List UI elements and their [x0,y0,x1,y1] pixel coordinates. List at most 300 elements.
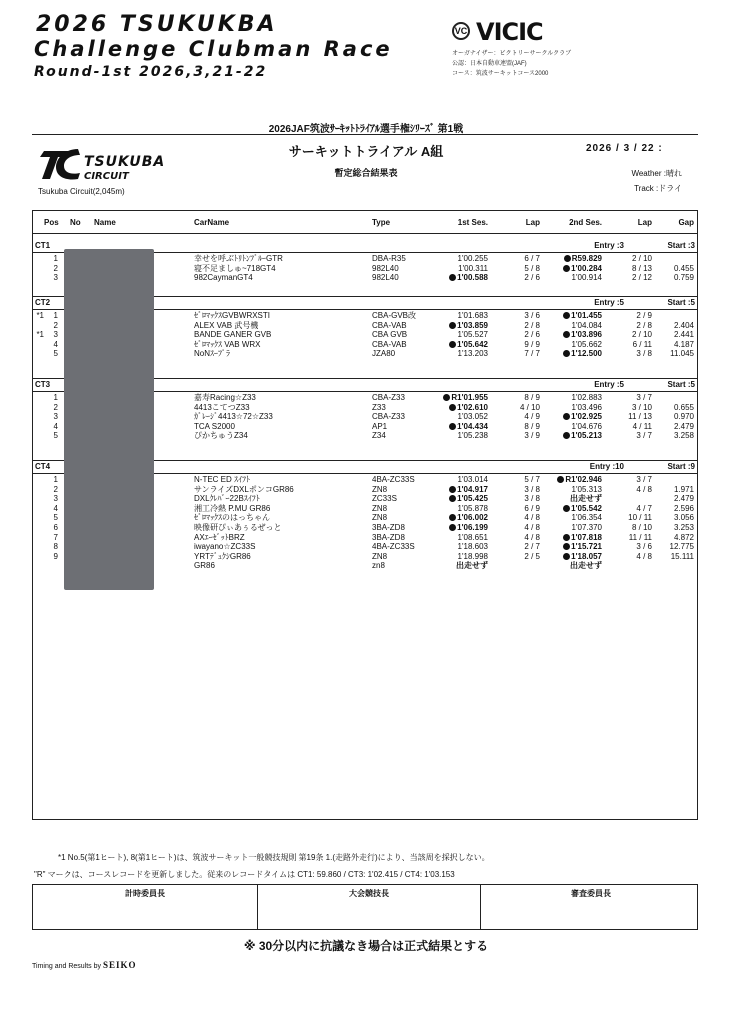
best-lap-icon [563,413,570,420]
result-s1-value: 1'18.998 [457,551,488,561]
result-s1 [430,254,488,264]
result-s2 [542,431,602,441]
result-car [194,330,364,340]
result-s2-value: 1'04.084 [571,320,602,330]
result-car-value: 幸せを呼ぶﾄﾘﾄﾝﾌﾞﾙｰGTR [194,254,283,263]
result-car-value: 嘉寿Racing☆Z33 [194,393,256,402]
result-s2-value: R59.829 [571,254,602,263]
result-car [194,494,364,504]
result-car-value: 湘工冷熱 P.MU GR86 [194,503,271,513]
result-s2 [542,494,602,504]
result-gap [660,504,694,514]
result-lap1 [508,321,540,331]
result-car [194,403,364,413]
result-s2 [542,475,602,485]
result-type [372,561,436,571]
result-type [372,475,436,485]
result-lap2-value: 2 / 9 [636,311,652,320]
col-header-lap1: Lap [525,218,540,227]
class-entry-count: Entry :5 [594,298,624,307]
best-lap-icon [563,331,570,338]
best-lap-icon [563,432,570,439]
result-pos [44,533,58,543]
result-lap2-value: 4 / 7 [636,503,652,513]
result-lap1 [508,431,540,441]
result-lap1 [508,542,540,552]
class-name: CT4 [35,462,51,471]
result-s1 [430,340,488,350]
result-pos [44,542,58,552]
result-s1-value: 1'05.425 [457,494,488,504]
result-pos-value: 2 [53,263,58,273]
series-title: 2026JAF筑波ｻｰｷｯﾄﾄﾗｲｱﾙ選手権ｼﾘｰｽﾞ 第1戦 [268,124,464,135]
circuit-logo-sub: CIRCUIT [84,171,129,182]
result-gap-value: 2.404 [673,320,694,330]
best-lap-icon [443,394,450,401]
result-car [194,264,364,274]
result-type-value: JZA80 [372,349,396,359]
footer [32,960,136,970]
result-type [372,264,436,274]
result-lap2 [620,311,652,321]
result-s1-value: 1'01.683 [457,311,488,320]
result-lap2 [620,523,652,533]
best-lap-icon [563,350,570,357]
result-s2-value: 1'06.354 [571,513,602,523]
result-s2 [542,542,602,552]
result-s2-value: 1'03.896 [571,330,602,340]
result-s2 [542,504,602,514]
result-lap2 [620,349,652,359]
result-gap-value: 2.596 [673,503,694,513]
result-type-value: CBA-Z33 [372,412,405,422]
result-s2 [542,330,602,340]
result-car-value: N-TEC ED ｽｲﾌﾄ [194,475,250,484]
result-pos [44,513,58,523]
result-lap1 [508,533,540,543]
result-car-value: 寝不足ましゅ~718GT4 [194,263,276,273]
result-type [372,311,436,321]
result-lap1-value: 2 / 8 [524,320,540,330]
result-lap1-value: 8 / 9 [524,393,540,402]
result-s1-value: 1'04.434 [457,421,488,431]
result-mark [32,311,44,321]
result-type [372,273,436,283]
result-lap1-value: 8 / 9 [524,421,540,431]
result-pos-value: 8 [53,542,58,552]
result-s2-value: 出走せず [570,561,602,571]
result-type-value: CBA-VAB [372,339,407,349]
result-lap2-value: 4 / 8 [636,551,652,561]
result-car [194,431,364,441]
result-lap2-value: 8 / 10 [631,523,652,532]
result-pos-value: 3 [53,330,58,340]
result-gap [660,412,694,422]
result-lap1-value: 4 / 9 [524,412,540,422]
result-gap-value: 4.187 [673,339,694,349]
seiko-logo: SEIKO [102,960,137,970]
result-car-value: 4413こてつZ33 [194,402,250,412]
result-lap1 [508,273,540,283]
result-pos-value: 5 [53,431,58,441]
best-lap-icon [563,534,570,541]
signature-steward: 審査委員長 [571,889,611,898]
result-car [194,254,364,264]
result-pos [44,393,58,403]
result-pos [44,403,58,413]
result-s2-value: 1'00.914 [571,273,602,283]
result-s1 [430,311,488,321]
result-gap-value: 3.258 [673,431,694,441]
result-pos-value: 4 [53,503,58,513]
result-s2-value: R1'02.946 [565,475,602,484]
result-lap2 [620,542,652,552]
class-name: CT1 [35,241,51,250]
result-s1-value: 1'00.255 [457,254,488,263]
result-lap2-value: 2 / 12 [631,273,652,283]
result-lap1-value: 6 / 9 [524,503,540,513]
result-s2-value: 1'05.542 [571,503,602,513]
result-s1 [430,273,488,283]
result-s1-value: 1'06.199 [457,523,488,532]
result-gap-value: 2.441 [673,330,694,340]
result-car-value: iwayano☆ZC33S [194,542,256,552]
result-pos-value: 7 [53,532,58,542]
weather-info: Weather :晴れ [631,169,682,178]
class-entry-count: Entry :10 [589,462,624,471]
result-gap [660,513,694,523]
result-s1-value: 1'00.588 [457,273,488,283]
result-pos-value: 5 [53,349,58,359]
result-pos [44,340,58,350]
result-car [194,340,364,350]
result-lap1 [508,403,540,413]
race-title-line3: Round-1st 2026,3,21-22 [34,64,268,80]
result-gap-value: 4.872 [673,532,694,542]
result-type [372,340,436,350]
result-gap [660,533,694,543]
result-s1 [430,494,488,504]
result-lap1 [508,349,540,359]
result-lap1-value: 3 / 8 [524,484,540,494]
track-condition: Track :ドライ [634,184,682,193]
result-s1-value: 1'04.917 [457,484,488,494]
result-pos [44,523,58,533]
result-lap2 [620,485,652,495]
result-mark-value: *1 [36,311,44,320]
result-gap [660,340,694,350]
result-s2 [542,513,602,523]
result-gap [660,422,694,432]
signature-divider [480,884,481,930]
result-s2-value: 1'04.676 [571,421,602,431]
result-s1 [430,533,488,543]
result-type-value: 4BA-ZC33S [372,542,415,552]
result-s2 [542,340,602,350]
class-name: CT2 [35,298,51,307]
result-s1 [430,422,488,432]
result-lap2-value: 10 / 11 [628,513,652,523]
result-car-value: TCA S2000 [194,421,235,431]
result-pos-value: 4 [53,421,58,431]
result-s2-value: 1'02.925 [571,412,602,422]
best-lap-icon [563,553,570,560]
result-type [372,504,436,514]
result-lap2 [620,533,652,543]
result-lap1 [508,254,540,264]
result-gap-value: 3.056 [673,513,694,523]
result-s1 [430,330,488,340]
result-s2 [542,349,602,359]
result-s2 [542,561,602,571]
result-pos [44,273,58,283]
result-s2-value: 1'07.818 [571,532,602,542]
result-type [372,513,436,523]
result-gap [660,494,694,504]
result-lap2 [620,552,652,562]
col-header-carname: CarName [194,218,230,227]
col-header-gap: Gap [678,218,694,227]
result-pos [44,475,58,485]
protest-notice: ※ 30分以内に抗議なき場合は正式結果とする [243,939,489,953]
class-name: CT3 [35,380,51,389]
class-start-count: Start :5 [667,298,695,307]
result-s1-value: 1'06.002 [457,513,488,523]
result-type-value: CBA-VAB [372,320,407,330]
best-lap-icon [449,274,456,281]
circuit-caption: Tsukuba Circuit(2,045m) [38,187,125,196]
result-car-value: ｾﾞﾛﾏｯｸｽ VAB WRX [194,339,261,349]
result-type-value: 982L40 [372,273,399,283]
col-header-1st-session: 1st Ses. [457,218,488,227]
result-gap-value: 1.971 [673,484,694,494]
result-type [372,533,436,543]
result-type [372,552,436,562]
result-s2-value: 1'05.313 [571,484,602,494]
result-s2-value: 1'12.500 [571,349,602,359]
result-s1-value: 1'05.238 [457,431,488,441]
class-entry-count: Entry :5 [594,380,624,389]
best-lap-icon [563,543,570,550]
result-lap2-value: 4 / 8 [636,484,652,494]
best-lap-icon [557,476,564,483]
result-lap2-value: 3 / 8 [636,349,652,359]
result-type [372,494,436,504]
best-lap-icon [563,505,570,512]
result-lap2 [620,393,652,403]
result-car-value: ｶﾞﾚｰｼﾞ4413☆72☆Z33 [194,412,273,422]
result-car [194,485,364,495]
class-start-count: Start :5 [667,380,695,389]
result-lap1-value: 2 / 6 [524,273,540,283]
result-pos-value: 3 [53,412,58,422]
result-s2 [542,412,602,422]
result-lap1 [508,485,540,495]
result-lap1-value: 9 / 9 [524,339,540,349]
result-gap [660,542,694,552]
result-type-value: Z34 [372,431,386,441]
result-gap-value: 2.479 [673,421,694,431]
result-car [194,523,364,533]
result-lap1-value: 2 / 6 [524,330,540,340]
result-lap1-value: 6 / 7 [524,254,540,263]
result-s1 [430,431,488,441]
result-type [372,412,436,422]
result-type-value: CBA-GVB改 [372,311,417,320]
result-lap2-value: 3 / 6 [636,542,652,552]
result-lap2 [620,321,652,331]
best-lap-icon [449,423,456,430]
result-s2-value: 1'00.284 [571,263,602,273]
result-s1-value: 1'00.311 [458,263,488,273]
result-lap1 [508,340,540,350]
result-type-value: ZN8 [372,551,388,561]
result-pos-value: 1 [53,254,58,263]
result-car [194,475,364,485]
result-lap1 [508,494,540,504]
result-car [194,561,364,571]
result-car [194,504,364,514]
result-lap1-value: 7 / 7 [524,349,540,359]
result-s1-value: 1'02.610 [457,402,488,412]
result-lap1 [508,523,540,533]
result-pos [44,552,58,562]
signature-divider [257,884,258,930]
result-s2 [542,523,602,533]
result-gap [660,485,694,495]
result-type-value: ZN8 [372,513,388,523]
result-lap1-value: 2 / 7 [524,542,540,552]
result-s2-value: 1'07.370 [571,523,602,532]
result-type [372,349,436,359]
result-car [194,552,364,562]
result-pos-value: 4 [53,339,58,349]
signature-timing-chief: 計時委員長 [125,889,165,898]
result-s1-value: 1'05.878 [457,503,488,513]
col-header-lap2: Lap [637,218,652,227]
result-car-value: 映像研ぴぃあぅるぜっと [194,523,282,532]
result-s1 [430,542,488,552]
result-type [372,431,436,441]
event-title: サーキットトライアル A組 [288,144,444,159]
result-s2 [542,403,602,413]
result-s2-value: 1'03.496 [571,402,602,412]
result-lap1-value: 5 / 7 [524,475,540,484]
result-lap2-value: 8 / 13 [631,263,652,273]
divider [32,134,698,135]
result-pos [44,494,58,504]
result-pos-value: 5 [53,513,58,523]
result-pos [44,349,58,359]
organizer-info [452,49,571,79]
result-car [194,311,364,321]
class-start-count: Start :3 [667,241,695,250]
result-type-value: CBA-Z33 [372,393,405,402]
result-type-value: CBA GVB [372,330,408,340]
result-s1 [430,393,488,403]
organizer-logo: VICIC [476,18,543,46]
result-type-value: ZN8 [372,484,388,494]
result-lap1 [508,330,540,340]
result-type [372,330,436,340]
result-s2-value: 1'18.057 [571,551,602,561]
result-car-value: ぴかちゅうZ34 [194,431,248,441]
result-s1-value: 1'13.203 [457,349,488,359]
result-pos [44,422,58,432]
result-car-value: NoNｽｰﾌﾟﾗ [194,349,231,359]
result-type-value: DBA-R35 [372,254,406,263]
result-pos-value: 3 [53,273,58,283]
result-s1 [430,403,488,413]
result-s2 [542,422,602,432]
result-pos [44,321,58,331]
result-type-value: AP1 [372,421,388,431]
result-lap1 [508,513,540,523]
best-lap-icon [449,486,456,493]
organizer-info-line: コース：筑波サーキットコース2000 [452,71,549,77]
result-type-value: 982L40 [372,263,399,273]
result-s2 [542,321,602,331]
result-s2 [542,533,602,543]
result-s2-value: 1'01.455 [571,311,602,320]
result-gap [660,264,694,274]
result-lap2 [620,254,652,264]
best-lap-icon [449,514,456,521]
result-s2-value: 出走せず [570,494,602,504]
result-pos-value: 1 [53,393,58,402]
result-lap1-value: 3 / 8 [524,494,540,504]
result-lap2 [620,504,652,514]
result-mark [32,330,44,340]
result-lap2 [620,340,652,350]
result-pos-value: 2 [53,320,58,330]
result-car [194,542,364,552]
result-gap-value: 2.479 [673,494,694,504]
result-type-value: 3BA-ZD8 [372,523,405,532]
race-title-line1: 2026 TSUKUKBA [36,12,278,37]
result-s1 [430,513,488,523]
best-lap-icon [563,312,570,319]
best-lap-icon [449,495,456,502]
result-type-value: 4BA-ZC33S [372,475,415,484]
result-lap2-value: 3 / 7 [636,393,652,402]
result-pos [44,485,58,495]
result-car-value: YRTﾃﾞｭｸｼGR86 [194,551,251,561]
best-lap-icon [449,341,456,348]
result-lap1-value: 2 / 5 [524,551,540,561]
result-car-value: DXLｸﾚﾊﾞｰ22Bｽｲﾌﾄ [194,494,260,504]
result-lap1 [508,264,540,274]
result-s1 [430,485,488,495]
result-car-value: BANDE GANER GVB [194,330,272,340]
result-s1-value: 1'18.603 [457,542,488,552]
organizer-info-line: 公認：日本自動車連盟(JAF) [452,61,527,67]
result-lap2 [620,403,652,413]
result-gap-value: 11.045 [670,349,694,359]
signature-race-director: 大会競技長 [349,889,389,898]
result-lap1-value: 5 / 8 [524,263,540,273]
result-lap1-value: 4 / 8 [524,523,540,532]
result-s2 [542,393,602,403]
result-lap2 [620,431,652,441]
result-lap2 [620,330,652,340]
result-car [194,513,364,523]
result-lap1 [508,504,540,514]
result-s2-value: 1'15.721 [571,542,602,552]
result-gap [660,273,694,283]
result-gap-value: 0.455 [673,263,694,273]
circuit-logo-main: TSUKUBA [84,154,166,170]
